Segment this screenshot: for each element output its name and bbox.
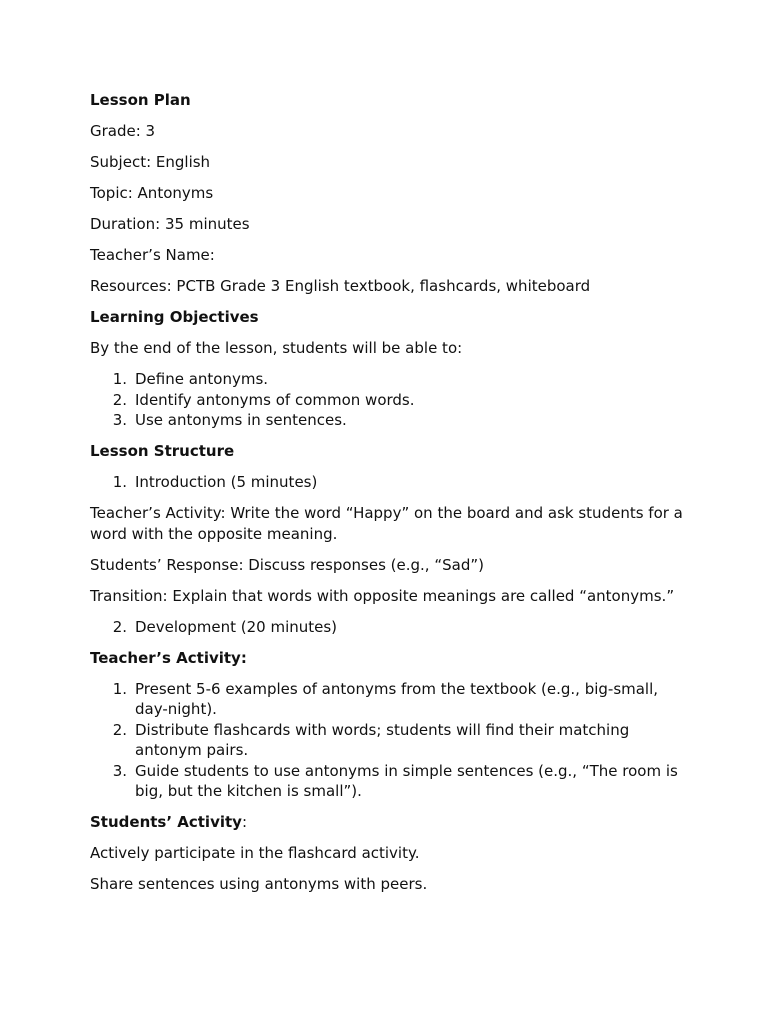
list-number: 3. xyxy=(112,761,127,780)
objectives-list xyxy=(90,369,690,431)
list-item-text: Present 5-6 examples of antonyms from the textbook (e.g., big-small, day-night). xyxy=(135,679,659,718)
list-item xyxy=(90,369,690,390)
list-item-text: Distribute flashcards with words; students will find their matching antonym pairs. xyxy=(135,720,630,759)
list-number: 1. xyxy=(112,679,127,698)
document-title: Lesson Plan xyxy=(90,91,191,109)
list-item xyxy=(90,472,690,493)
students-activity-line: Actively participate in the flashcard activity. xyxy=(90,844,420,862)
list-item xyxy=(90,390,690,411)
section-introduction xyxy=(90,472,690,493)
list-item-text: Introduction (5 minutes) xyxy=(135,473,318,491)
objectives-intro: By the end of the lesson, students will be able to: xyxy=(90,339,463,357)
students-activity-heading: Students’ Activity xyxy=(90,813,242,831)
section-development xyxy=(90,617,690,638)
students-activity-line: Share sentences using antonyms with peers. xyxy=(90,875,428,893)
transition-paragraph: Transition: Explain that words with opposite meanings are called “antonyms.” xyxy=(90,586,675,605)
list-number: 3. xyxy=(112,411,127,429)
list-item xyxy=(90,410,690,431)
list-number: 2. xyxy=(112,390,127,409)
objectives-heading: Learning Objectives xyxy=(90,308,259,326)
list-item-text: Development (20 minutes) xyxy=(135,617,338,636)
list-item-text: Identify antonyms of common words. xyxy=(135,390,415,409)
students-response-paragraph: Students’ Response: Discuss responses (e.g., “Sad”) xyxy=(90,555,484,574)
document-page xyxy=(90,90,690,905)
topic-line: Topic: Antonyms xyxy=(90,184,214,202)
grade-line: Grade: 3 xyxy=(90,122,156,140)
students-activity-heading-line xyxy=(90,812,690,833)
list-item xyxy=(90,679,690,720)
list-item xyxy=(90,720,690,761)
duration-line: Duration: 35 minutes xyxy=(90,215,250,233)
list-number: 1. xyxy=(112,370,127,388)
structure-heading: Lesson Structure xyxy=(90,442,235,460)
teacher-activity-heading: Teacher’s Activity: xyxy=(90,648,247,667)
list-item-text: Guide students to use antonyms in simple sentences (e.g., “The room is big, but the kitchen is small”). xyxy=(135,761,678,800)
students-activity-colon: : xyxy=(241,813,248,831)
teacher-name-line: Teacher’s Name: xyxy=(90,246,215,264)
teacher-activity-list xyxy=(90,679,690,802)
teacher-activity-paragraph: Teacher’s Activity: Write the word “Happy” on the board and ask students for a word with the opposite meaning. xyxy=(90,504,683,543)
list-item-text: Use antonyms in sentences. xyxy=(135,411,347,429)
resources-line: Resources: PCTB Grade 3 English textbook, flashcards, whiteboard xyxy=(90,277,591,295)
subject-line: Subject: English xyxy=(90,153,211,171)
list-item xyxy=(90,617,690,638)
list-number: 2. xyxy=(112,617,127,636)
list-number: 2. xyxy=(112,720,127,739)
list-number: 1. xyxy=(112,473,127,491)
list-item-text: Define antonyms. xyxy=(135,370,269,388)
list-item xyxy=(90,761,690,802)
